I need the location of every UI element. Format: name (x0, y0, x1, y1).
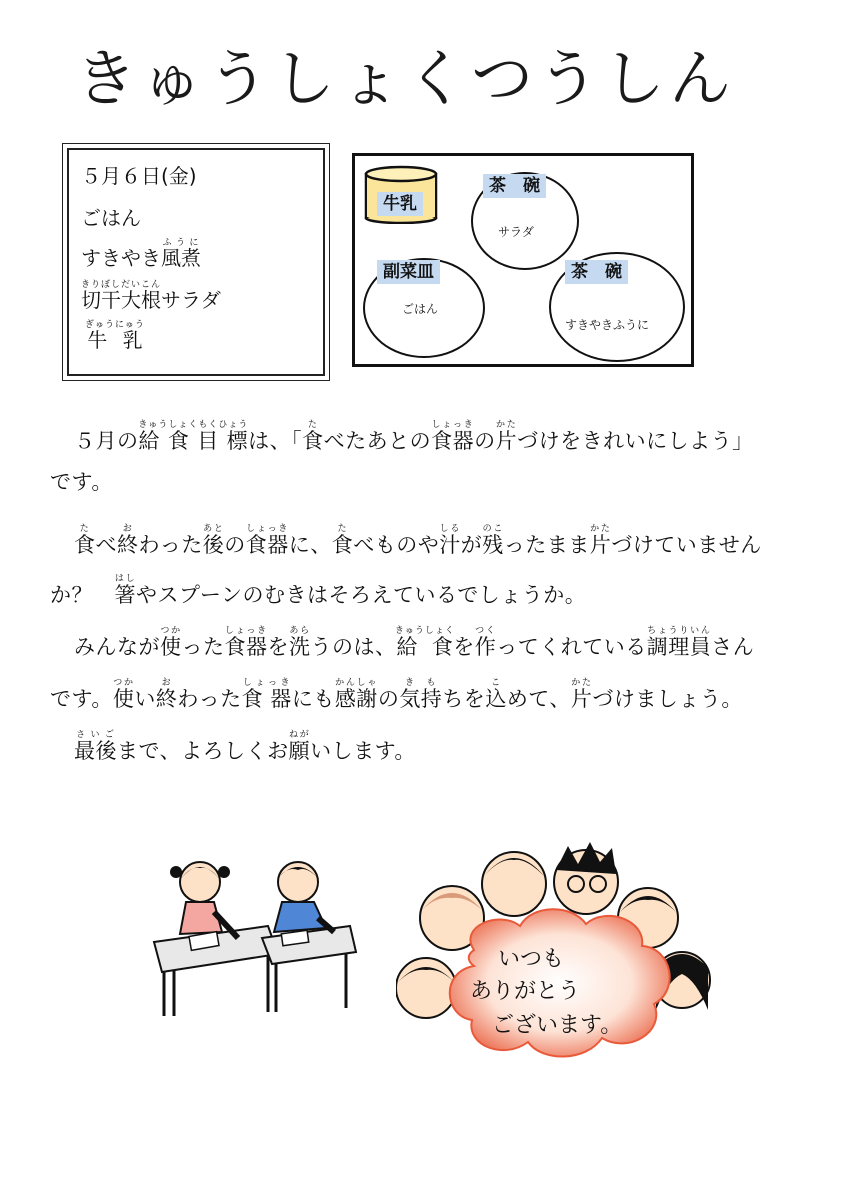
menu-date: ５月６日(金) (81, 164, 197, 188)
bowl-right-label: 茶 碗 (565, 260, 628, 284)
menu-item-rice: ごはん (81, 206, 141, 230)
children-cleaning-desks-illustration (150, 852, 360, 1022)
paragraph-1-line-1: ５月の給 食 目 標きゅうしょくもくひょうは、「食たべたあとの食器しょっきの片かたづけをきれいにしよう」 (74, 420, 754, 453)
tray-diagram (352, 153, 694, 367)
ruby-word: 風煮ふうに (161, 238, 201, 270)
page-title: きゅうしょくつうしん (75, 42, 736, 115)
menu-box (62, 143, 330, 381)
paragraph-2-line-1: 食たべ終おわった後あとの食器しょっきに、食たべものや汁しるが残のこったまま片かたづけていません (74, 524, 762, 557)
side-plate-content: ごはん (402, 302, 439, 316)
speech-line-3: ございます。 (492, 1013, 623, 1038)
bowl-top-label: 茶 碗 (483, 174, 546, 198)
ruby-word: 牛 乳ぎゅうにゅう (85, 320, 145, 352)
menu-item-text: すきやき (81, 246, 161, 270)
speech-line-1: いつも (498, 947, 565, 972)
milk-label: 牛乳 (377, 192, 423, 216)
menu-item-milk (85, 320, 145, 350)
side-plate-label: 副菜皿 (377, 260, 440, 284)
bowl-top-content: サラダ (498, 225, 534, 239)
menu-inner-frame (67, 148, 325, 376)
paragraph-3-line-1: みんなが使つかった食器しょっきを洗あらうのは、給 食きゅうしょくを作つくってくれている調理員ちょうりいんさん (74, 626, 755, 659)
menu-item-text: サラダ (161, 288, 221, 312)
speech-line-2: ありがとう (470, 979, 581, 1004)
paragraph-3-line-3: 最後さいごまで、よろしくお願ねがいします。 (74, 730, 416, 763)
paragraph-1-line-2: です。 (50, 470, 113, 494)
cooks-thank-you-illustration (396, 840, 714, 1068)
paragraph-3-line-2: です。使つかい終おわった食 器しょっきにも感謝かんしゃの気持きもちを込こめて、片かたづけましょう。 (50, 678, 743, 711)
menu-item-salad (81, 280, 221, 310)
ruby-word: 切干大根きりぼしだいこん (81, 280, 162, 312)
paragraph-2-line-2: か？ 箸はしやスプーンのむきはそろえているでしょうか。 (50, 574, 587, 607)
menu-item-sukiyaki (81, 238, 201, 268)
bowl-right-content: すきやきふうに (565, 318, 650, 332)
